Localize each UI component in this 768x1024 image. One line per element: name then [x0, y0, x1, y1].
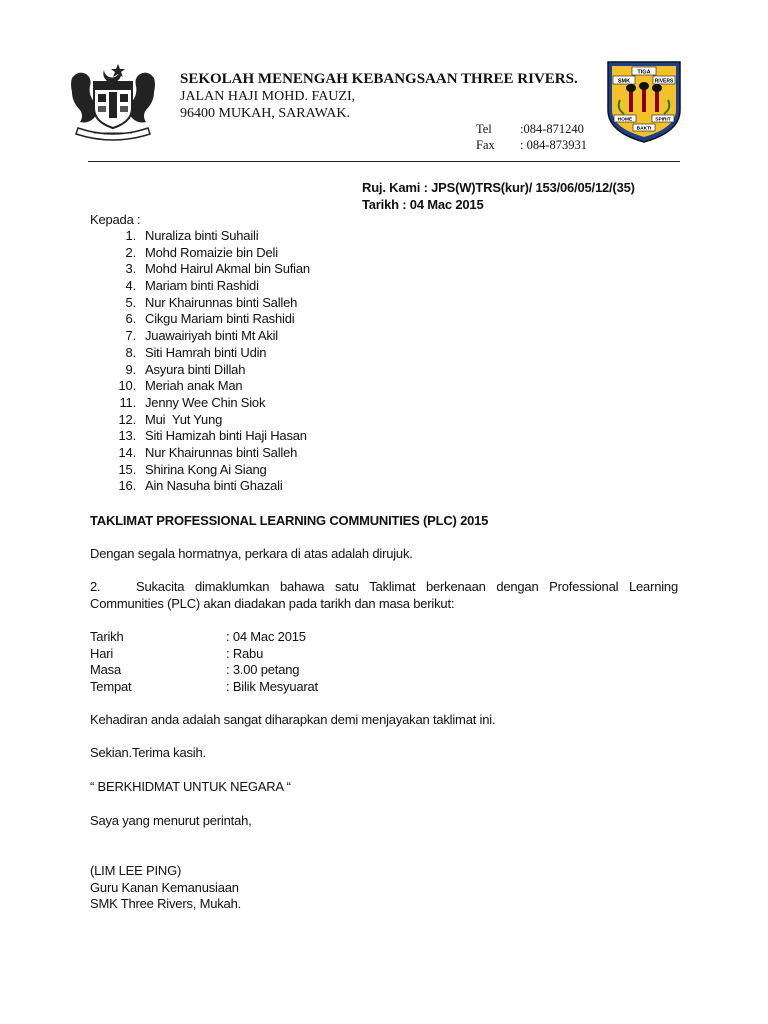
list-item-name: Nur Khairunnas binti Salleh: [145, 444, 298, 460]
list-item-name: Nur Khairunnas binti Salleh: [145, 294, 298, 310]
list-item-number: 8.: [125, 344, 136, 360]
detail-row-venue: [90, 679, 318, 696]
list-item-name: Siti Hamrah binti Udin: [145, 344, 267, 360]
list-item: [90, 295, 310, 312]
list-item-name: Mui Yut Yung: [145, 411, 223, 427]
reference-number: Ruj. Kami : JPS(W)TRS(kur)/ 153/06/05/12/(35): [362, 180, 635, 195]
tel-value: :084-871240: [520, 122, 584, 136]
contact-info: [476, 121, 587, 153]
fax-label: Fax: [476, 138, 495, 152]
list-item-name: Shirina Kong Ai Siang: [145, 461, 267, 477]
detail-key: Tarikh: [90, 629, 124, 644]
detail-value: : 04 Mac 2015: [226, 629, 306, 644]
detail-key: Hari: [90, 645, 114, 661]
detail-row-date: [90, 629, 318, 646]
detail-value: : Rabu: [226, 645, 264, 661]
list-item: [90, 328, 310, 345]
list-item-number: 2.: [125, 244, 136, 260]
paragraph-announcement: [90, 579, 678, 612]
signatory-school: SMK Three Rivers, Mukah.: [90, 896, 242, 912]
list-item-name: Meriah anak Man: [145, 378, 243, 394]
list-item-name: Jenny Wee Chin Siok: [145, 394, 266, 410]
list-item-number: 13.: [118, 428, 136, 444]
reference-date: Tarikh : 04 Mac 2015: [362, 196, 484, 212]
signature-block: [90, 863, 241, 913]
list-item: [90, 278, 310, 295]
school-logo-bottom-text: BAKTI: [636, 126, 652, 132]
event-details: [90, 629, 318, 696]
list-item: [90, 245, 310, 262]
closing-salutation: Saya yang menurut perintah,: [90, 813, 252, 828]
list-item: [90, 378, 310, 395]
list-item-number: 6.: [125, 311, 136, 327]
list-item: [90, 412, 310, 429]
school-logo-left-text: SMK: [617, 78, 631, 85]
list-item-number: 14.: [118, 444, 136, 460]
paragraph-attendance: Kehadiran anda adalah sangat diharapkan demi menjayakan taklimat ini.: [90, 712, 496, 727]
address-line-2: 96400 MUKAH, SARAWAK.: [180, 106, 350, 121]
list-item-number: 4.: [125, 278, 136, 294]
list-item-number: 5.: [125, 294, 136, 310]
letter-subject: TAKLIMAT PROFESSIONAL LEARNING COMMUNITIES (PLC) 2015: [90, 513, 489, 528]
list-item-name: Mariam binti Rashidi: [145, 278, 259, 294]
list-item-number: 11.: [119, 394, 136, 410]
detail-key: Masa: [90, 662, 121, 678]
letterhead: [180, 70, 578, 122]
school-logo-bottom-left-text: HOME: [617, 117, 633, 123]
list-item-name: Mohd Hairul Akmal bin Sufian: [145, 261, 310, 277]
coat-of-arms-logo: [64, 58, 162, 142]
signatory-name: (LIM LEE PING): [90, 863, 182, 878]
list-item-number: 9.: [125, 361, 136, 377]
school-logo-right-text: RIVERS: [654, 78, 674, 85]
list-item-number: 12.: [118, 411, 136, 427]
list-item: [90, 228, 310, 245]
detail-row-day: [90, 646, 318, 663]
recipients-list: [90, 228, 310, 495]
list-item: [90, 462, 310, 479]
list-item: [90, 395, 310, 412]
list-item: [90, 261, 310, 278]
list-item-number: 16.: [118, 478, 136, 494]
address-line-1: JALAN HAJI MOHD. FAUZI,: [180, 89, 356, 104]
list-item-name: Juawairiyah binti Mt Akil: [145, 328, 278, 344]
school-name: SEKOLAH MENENGAH KEBANGSAAN THREE RIVERS.: [180, 71, 578, 87]
list-item: [90, 345, 310, 362]
list-item-number: 3.: [125, 261, 136, 277]
tel-label: Tel: [476, 122, 492, 136]
paragraph-number: 2.: [90, 579, 101, 594]
list-item-number: 7.: [125, 328, 136, 344]
reference-block: [362, 180, 635, 213]
fax-value: : 084-873931: [520, 138, 588, 152]
list-item: [90, 311, 310, 328]
recipients-label: Kepada :: [90, 212, 141, 227]
list-item-number: 15.: [118, 461, 136, 477]
header-divider: [88, 161, 680, 162]
list-item-name: Asyura binti Dillah: [145, 361, 246, 377]
list-item-number: 10.: [118, 378, 136, 394]
list-item: [90, 428, 310, 445]
list-item-name: Cikgu Mariam binti Rashidi: [145, 311, 295, 327]
list-item-number: 1.: [125, 228, 136, 243]
paragraph-thanks: Sekian.Terima kasih.: [90, 745, 206, 760]
detail-value: : Bilik Mesyuarat: [226, 679, 318, 695]
list-item: [90, 445, 310, 462]
motto: “ BERKHIDMAT UNTUK NEGARA “: [90, 779, 291, 794]
list-item-name: Siti Hamizah binti Haji Hasan: [145, 428, 307, 444]
list-item-name: Nuraliza binti Suhaili: [145, 228, 259, 243]
list-item-name: Ain Nasuha binti Ghazali: [145, 478, 283, 494]
paragraph-text: Sukacita dimaklumkan bahawa satu Taklimat berkenaan dengan Professional Learning Communities (PLC) akan diadakan pada tarikh dan masa berikut:: [90, 579, 678, 611]
detail-value: : 3.00 petang: [226, 662, 300, 678]
list-item: [90, 478, 310, 495]
school-logo: [606, 60, 682, 144]
paragraph-intro: Dengan segala hormatnya, perkara di atas adalah dirujuk.: [90, 546, 413, 561]
school-logo-bottom-right-text: SPIRIT: [655, 117, 671, 123]
detail-row-time: [90, 662, 318, 679]
detail-key: Tempat: [90, 679, 132, 695]
signatory-position: Guru Kanan Kemanusiaan: [90, 879, 239, 895]
list-item-name: Mohd Romaizie bin Deli: [145, 244, 278, 260]
school-logo-top-text: TIGA: [637, 69, 651, 76]
list-item: [90, 362, 310, 379]
